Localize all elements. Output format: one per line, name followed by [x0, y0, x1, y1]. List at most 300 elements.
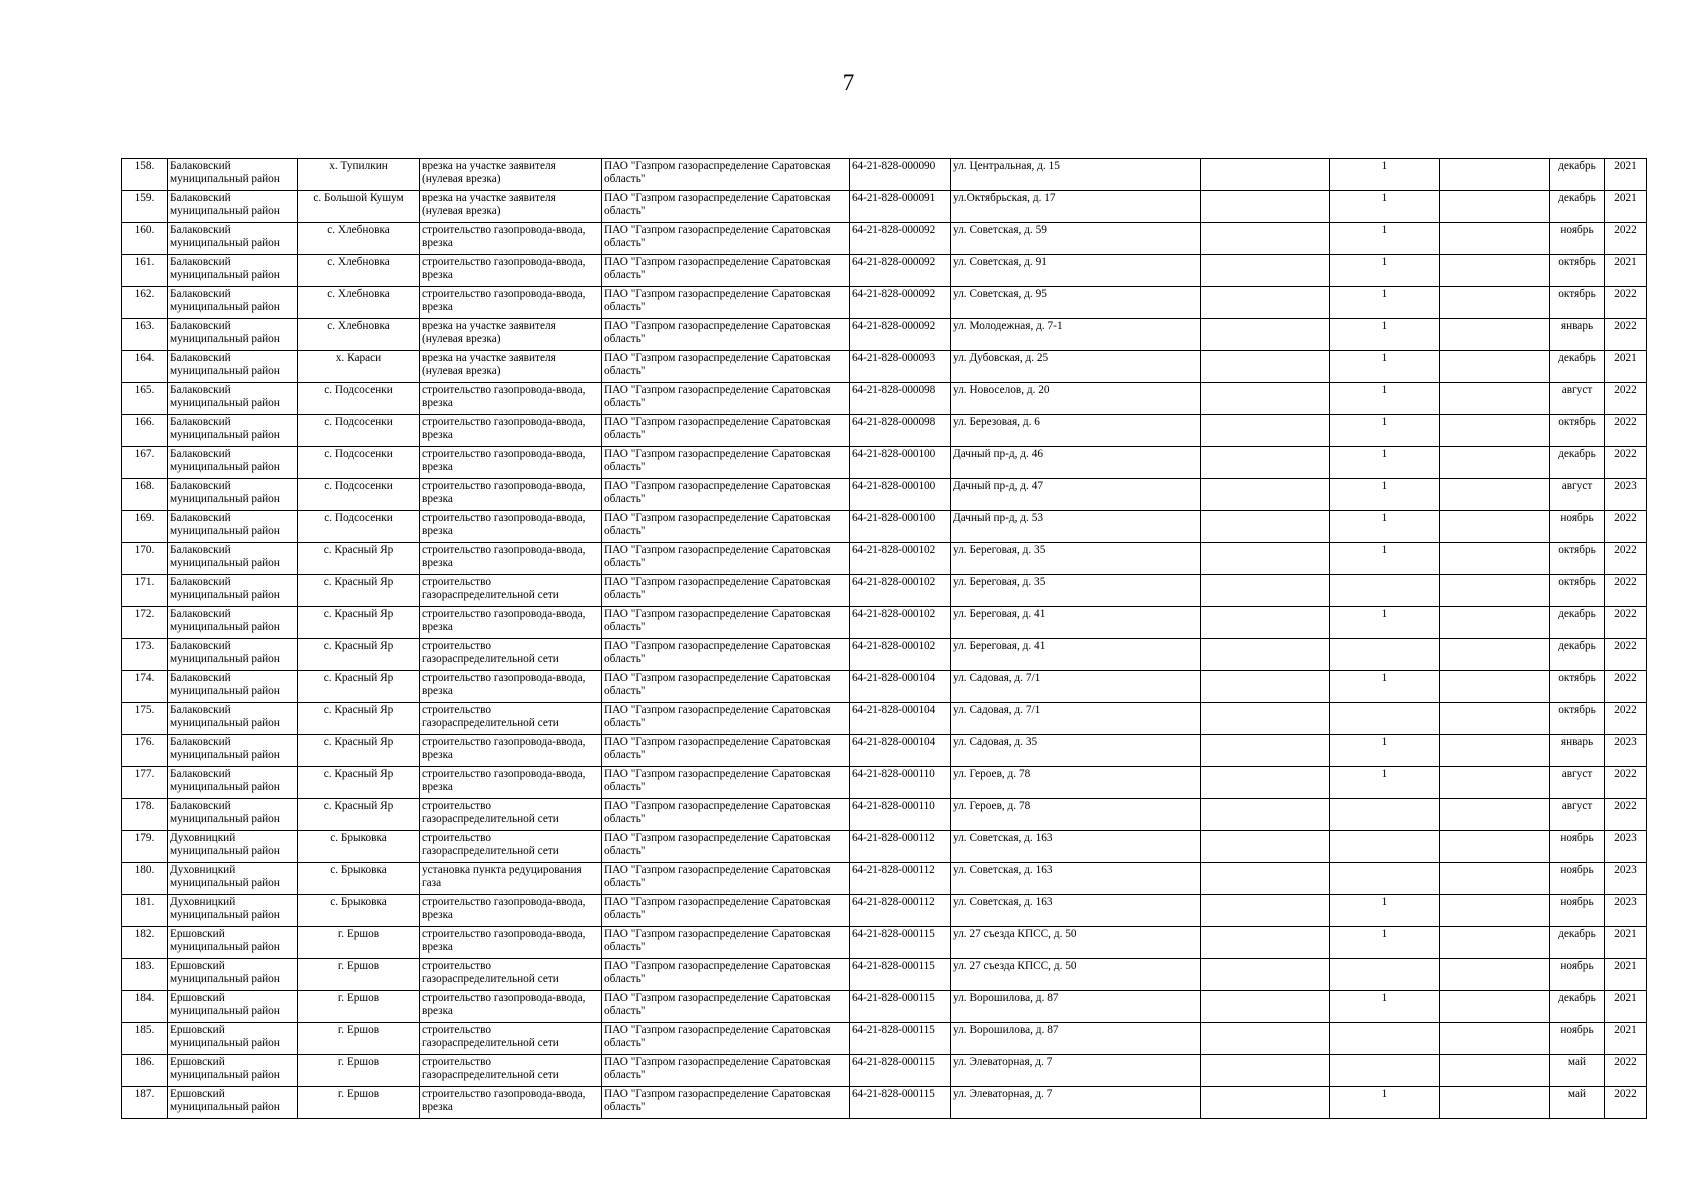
quantity-cell: 1 [1330, 319, 1440, 351]
locality-cell: с. Красный Яр [298, 703, 420, 735]
quantity-cell: 1 [1330, 991, 1440, 1023]
quantity-cell: 1 [1330, 927, 1440, 959]
table-row [122, 959, 1647, 991]
row-number: 170. [122, 543, 168, 575]
district-cell: Ершовский муниципальный район [168, 959, 298, 991]
empty-cell [1440, 191, 1550, 223]
locality-cell: с. Хлебновка [298, 223, 420, 255]
object-code-cell: 64-21-828-000115 [850, 1055, 951, 1087]
work-type-cell: строительство газопровода-ввода, врезка [420, 1087, 602, 1119]
quantity-cell [1330, 831, 1440, 863]
organization-cell: ПАО "Газпром газораспределение Саратовская область" [602, 159, 850, 191]
year-cell: 2022 [1605, 607, 1647, 639]
work-type-cell: врезка на участке заявителя (нулевая врезка) [420, 351, 602, 383]
address-cell: ул. Ворошилова, д. 87 [951, 991, 1201, 1023]
address-cell: ул. Садовая, д. 7/1 [951, 703, 1201, 735]
locality-cell: с. Красный Яр [298, 799, 420, 831]
empty-cell [1201, 991, 1330, 1023]
empty-cell [1201, 383, 1330, 415]
month-cell: ноябрь [1550, 895, 1605, 927]
object-code-cell: 64-21-828-000110 [850, 767, 951, 799]
object-code-cell: 64-21-828-000112 [850, 831, 951, 863]
quantity-cell: 1 [1330, 447, 1440, 479]
work-type-cell: врезка на участке заявителя (нулевая врезка) [420, 191, 602, 223]
year-cell: 2022 [1605, 447, 1647, 479]
table-row [122, 415, 1647, 447]
district-cell: Балаковский муниципальный район [168, 415, 298, 447]
district-cell: Балаковский муниципальный район [168, 767, 298, 799]
empty-cell [1440, 479, 1550, 511]
quantity-cell [1330, 1023, 1440, 1055]
object-code-cell: 64-21-828-000100 [850, 511, 951, 543]
year-cell: 2022 [1605, 543, 1647, 575]
month-cell: декабрь [1550, 191, 1605, 223]
empty-cell [1440, 319, 1550, 351]
empty-cell [1201, 703, 1330, 735]
organization-cell: ПАО "Газпром газораспределение Саратовская область" [602, 735, 850, 767]
empty-cell [1201, 959, 1330, 991]
empty-cell [1440, 415, 1550, 447]
organization-cell: ПАО "Газпром газораспределение Саратовская область" [602, 767, 850, 799]
district-cell: Балаковский муниципальный район [168, 799, 298, 831]
address-cell: ул. Береговая, д. 41 [951, 607, 1201, 639]
table-row [122, 287, 1647, 319]
address-cell: ул. Советская, д. 163 [951, 831, 1201, 863]
year-cell: 2023 [1605, 831, 1647, 863]
month-cell: декабрь [1550, 607, 1605, 639]
organization-cell: ПАО "Газпром газораспределение Саратовская область" [602, 575, 850, 607]
registry-rows [122, 159, 1647, 1119]
table-row [122, 639, 1647, 671]
locality-cell: с. Подсосенки [298, 447, 420, 479]
district-cell: Балаковский муниципальный район [168, 255, 298, 287]
object-code-cell: 64-21-828-000102 [850, 639, 951, 671]
address-cell: Дачный пр-д, д. 47 [951, 479, 1201, 511]
locality-cell: г. Ершов [298, 1087, 420, 1119]
address-cell: ул. 27 съезда КПСС, д. 50 [951, 959, 1201, 991]
quantity-cell: 1 [1330, 1087, 1440, 1119]
empty-cell [1440, 703, 1550, 735]
month-cell: ноябрь [1550, 223, 1605, 255]
table-row [122, 863, 1647, 895]
row-number: 187. [122, 1087, 168, 1119]
object-code-cell: 64-21-828-000110 [850, 799, 951, 831]
district-cell: Духовницкий муниципальный район [168, 863, 298, 895]
locality-cell: с. Красный Яр [298, 671, 420, 703]
row-number: 176. [122, 735, 168, 767]
district-cell: Ершовский муниципальный район [168, 927, 298, 959]
quantity-cell [1330, 575, 1440, 607]
empty-cell [1201, 351, 1330, 383]
empty-cell [1201, 895, 1330, 927]
address-cell: ул. Садовая, д. 7/1 [951, 671, 1201, 703]
work-type-cell: строительство газопровода-ввода, врезка [420, 287, 602, 319]
table-row [122, 255, 1647, 287]
month-cell: ноябрь [1550, 1023, 1605, 1055]
locality-cell: с. Большой Кушум [298, 191, 420, 223]
organization-cell: ПАО "Газпром газораспределение Саратовская область" [602, 415, 850, 447]
organization-cell: ПАО "Газпром газораспределение Саратовская область" [602, 703, 850, 735]
address-cell: Дачный пр-д, д. 53 [951, 511, 1201, 543]
work-type-cell: строительство газопровода-ввода, врезка [420, 767, 602, 799]
row-number: 163. [122, 319, 168, 351]
organization-cell: ПАО "Газпром газораспределение Саратовская область" [602, 191, 850, 223]
object-code-cell: 64-21-828-000115 [850, 1087, 951, 1119]
month-cell: май [1550, 1055, 1605, 1087]
locality-cell: г. Ершов [298, 1055, 420, 1087]
locality-cell: г. Ершов [298, 991, 420, 1023]
address-cell: ул. Элеваторная, д. 7 [951, 1055, 1201, 1087]
work-type-cell: строительство газопровода-ввода, врезка [420, 671, 602, 703]
work-type-cell: строительство газопровода-ввода, врезка [420, 991, 602, 1023]
quantity-cell: 1 [1330, 607, 1440, 639]
locality-cell: с. Красный Яр [298, 767, 420, 799]
year-cell: 2022 [1605, 1055, 1647, 1087]
table-row [122, 383, 1647, 415]
object-code-cell: 64-21-828-000115 [850, 959, 951, 991]
work-type-cell: врезка на участке заявителя (нулевая врезка) [420, 319, 602, 351]
address-cell: ул. Центральная, д. 15 [951, 159, 1201, 191]
year-cell: 2022 [1605, 223, 1647, 255]
address-cell: ул. Советская, д. 163 [951, 863, 1201, 895]
quantity-cell: 1 [1330, 735, 1440, 767]
empty-cell [1440, 159, 1550, 191]
row-number: 184. [122, 991, 168, 1023]
organization-cell: ПАО "Газпром газораспределение Саратовская область" [602, 223, 850, 255]
empty-cell [1440, 543, 1550, 575]
table-row [122, 767, 1647, 799]
address-cell: ул. Советская, д. 91 [951, 255, 1201, 287]
object-code-cell: 64-21-828-000112 [850, 895, 951, 927]
address-cell: ул. 27 съезда КПСС, д. 50 [951, 927, 1201, 959]
table-row [122, 1055, 1647, 1087]
object-code-cell: 64-21-828-000102 [850, 575, 951, 607]
empty-cell [1440, 287, 1550, 319]
object-code-cell: 64-21-828-000092 [850, 255, 951, 287]
month-cell: октябрь [1550, 671, 1605, 703]
quantity-cell: 1 [1330, 159, 1440, 191]
row-number: 173. [122, 639, 168, 671]
year-cell: 2021 [1605, 927, 1647, 959]
row-number: 181. [122, 895, 168, 927]
row-number: 174. [122, 671, 168, 703]
month-cell: январь [1550, 735, 1605, 767]
locality-cell: с. Подсосенки [298, 383, 420, 415]
object-code-cell: 64-21-828-000093 [850, 351, 951, 383]
month-cell: декабрь [1550, 639, 1605, 671]
table-row [122, 671, 1647, 703]
work-type-cell: врезка на участке заявителя (нулевая врезка) [420, 159, 602, 191]
month-cell: август [1550, 383, 1605, 415]
object-code-cell: 64-21-828-000102 [850, 607, 951, 639]
locality-cell: с. Подсосенки [298, 511, 420, 543]
organization-cell: ПАО "Газпром газораспределение Саратовская область" [602, 1055, 850, 1087]
quantity-cell: 1 [1330, 223, 1440, 255]
quantity-cell: 1 [1330, 895, 1440, 927]
quantity-cell [1330, 799, 1440, 831]
organization-cell: ПАО "Газпром газораспределение Саратовская область" [602, 639, 850, 671]
object-code-cell: 64-21-828-000104 [850, 703, 951, 735]
work-type-cell: строительство газопровода-ввода, врезка [420, 255, 602, 287]
district-cell: Балаковский муниципальный район [168, 287, 298, 319]
object-code-cell: 64-21-828-000100 [850, 447, 951, 479]
empty-cell [1440, 799, 1550, 831]
district-cell: Балаковский муниципальный район [168, 223, 298, 255]
month-cell: октябрь [1550, 703, 1605, 735]
object-code-cell: 64-21-828-000102 [850, 543, 951, 575]
table-row [122, 191, 1647, 223]
locality-cell: с. Красный Яр [298, 639, 420, 671]
organization-cell: ПАО "Газпром газораспределение Саратовская область" [602, 511, 850, 543]
month-cell: октябрь [1550, 287, 1605, 319]
empty-cell [1201, 447, 1330, 479]
organization-cell: ПАО "Газпром газораспределение Саратовская область" [602, 671, 850, 703]
row-number: 178. [122, 799, 168, 831]
empty-cell [1440, 895, 1550, 927]
table-row [122, 607, 1647, 639]
district-cell: Балаковский муниципальный район [168, 447, 298, 479]
month-cell: декабрь [1550, 991, 1605, 1023]
year-cell: 2021 [1605, 351, 1647, 383]
work-type-cell: строительство газопровода-ввода, врезка [420, 383, 602, 415]
year-cell: 2021 [1605, 159, 1647, 191]
year-cell: 2022 [1605, 1087, 1647, 1119]
table-row [122, 895, 1647, 927]
quantity-cell: 1 [1330, 191, 1440, 223]
district-cell: Балаковский муниципальный район [168, 159, 298, 191]
locality-cell: г. Ершов [298, 959, 420, 991]
month-cell: октябрь [1550, 575, 1605, 607]
empty-cell [1201, 799, 1330, 831]
year-cell: 2022 [1605, 575, 1647, 607]
address-cell: Дачный пр-д, д. 46 [951, 447, 1201, 479]
year-cell: 2023 [1605, 895, 1647, 927]
address-cell: ул. Героев, д. 78 [951, 799, 1201, 831]
address-cell: ул. Ворошилова, д. 87 [951, 1023, 1201, 1055]
row-number: 166. [122, 415, 168, 447]
work-type-cell: строительство газопровода-ввода, врезка [420, 607, 602, 639]
empty-cell [1201, 479, 1330, 511]
work-type-cell: строительство газопровода-ввода, врезка [420, 223, 602, 255]
locality-cell: г. Ершов [298, 1023, 420, 1055]
quantity-cell [1330, 639, 1440, 671]
year-cell: 2022 [1605, 287, 1647, 319]
empty-cell [1201, 927, 1330, 959]
object-code-cell: 64-21-828-000112 [850, 863, 951, 895]
empty-cell [1201, 1023, 1330, 1055]
empty-cell [1201, 223, 1330, 255]
table-row [122, 703, 1647, 735]
year-cell: 2022 [1605, 671, 1647, 703]
table-row [122, 351, 1647, 383]
district-cell: Балаковский муниципальный район [168, 607, 298, 639]
object-code-cell: 64-21-828-000098 [850, 383, 951, 415]
table-row [122, 543, 1647, 575]
locality-cell: с. Хлебновка [298, 255, 420, 287]
empty-cell [1440, 447, 1550, 479]
row-number: 164. [122, 351, 168, 383]
work-type-cell: строительство газопровода-ввода, врезка [420, 447, 602, 479]
organization-cell: ПАО "Газпром газораспределение Саратовская область" [602, 447, 850, 479]
district-cell: Духовницкий муниципальный район [168, 831, 298, 863]
empty-cell [1440, 863, 1550, 895]
quantity-cell: 1 [1330, 511, 1440, 543]
row-number: 169. [122, 511, 168, 543]
row-number: 161. [122, 255, 168, 287]
empty-cell [1201, 767, 1330, 799]
empty-cell [1440, 959, 1550, 991]
quantity-cell [1330, 959, 1440, 991]
locality-cell: х. Караси [298, 351, 420, 383]
organization-cell: ПАО "Газпром газораспределение Саратовская область" [602, 383, 850, 415]
address-cell: ул. Садовая, д. 35 [951, 735, 1201, 767]
empty-cell [1440, 383, 1550, 415]
empty-cell [1440, 671, 1550, 703]
district-cell: Балаковский муниципальный район [168, 639, 298, 671]
organization-cell: ПАО "Газпром газораспределение Саратовская область" [602, 351, 850, 383]
locality-cell: с. Подсосенки [298, 415, 420, 447]
organization-cell: ПАО "Газпром газораспределение Саратовская область" [602, 319, 850, 351]
organization-cell: ПАО "Газпром газораспределение Саратовская область" [602, 607, 850, 639]
empty-cell [1440, 735, 1550, 767]
page-number: 7 [842, 70, 855, 95]
object-code-cell: 64-21-828-000091 [850, 191, 951, 223]
organization-cell: ПАО "Газпром газораспределение Саратовская область" [602, 479, 850, 511]
work-type-cell: строительство газопровода-ввода, врезка [420, 895, 602, 927]
empty-cell [1201, 319, 1330, 351]
row-number: 165. [122, 383, 168, 415]
empty-cell [1440, 1055, 1550, 1087]
empty-cell [1201, 287, 1330, 319]
row-number: 182. [122, 927, 168, 959]
month-cell: ноябрь [1550, 831, 1605, 863]
object-code-cell: 64-21-828-000092 [850, 287, 951, 319]
address-cell: ул. Советская, д. 163 [951, 895, 1201, 927]
organization-cell: ПАО "Газпром газораспределение Саратовская область" [602, 1023, 850, 1055]
empty-cell [1201, 863, 1330, 895]
district-cell: Балаковский муниципальный район [168, 671, 298, 703]
table-row [122, 735, 1647, 767]
organization-cell: ПАО "Газпром газораспределение Саратовская область" [602, 959, 850, 991]
empty-cell [1440, 767, 1550, 799]
empty-cell [1440, 351, 1550, 383]
address-cell: ул.Октябрьская, д. 17 [951, 191, 1201, 223]
year-cell: 2021 [1605, 959, 1647, 991]
row-number: 180. [122, 863, 168, 895]
work-type-cell: строительство газопровода-ввода, врезка [420, 735, 602, 767]
month-cell: декабрь [1550, 927, 1605, 959]
locality-cell: с. Красный Яр [298, 607, 420, 639]
year-cell: 2022 [1605, 319, 1647, 351]
month-cell: ноябрь [1550, 511, 1605, 543]
address-cell: ул. Советская, д. 59 [951, 223, 1201, 255]
organization-cell: ПАО "Газпром газораспределение Саратовская область" [602, 543, 850, 575]
month-cell: ноябрь [1550, 959, 1605, 991]
address-cell: ул. Береговая, д. 35 [951, 543, 1201, 575]
row-number: 162. [122, 287, 168, 319]
empty-cell [1201, 639, 1330, 671]
address-cell: ул. Элеваторная, д. 7 [951, 1087, 1201, 1119]
row-number: 171. [122, 575, 168, 607]
year-cell: 2022 [1605, 383, 1647, 415]
work-type-cell: строительство газопровода-ввода, врезка [420, 543, 602, 575]
year-cell: 2022 [1605, 511, 1647, 543]
quantity-cell: 1 [1330, 767, 1440, 799]
locality-cell: с. Хлебновка [298, 319, 420, 351]
empty-cell [1440, 1087, 1550, 1119]
work-type-cell: строительство газораспределительной сети [420, 831, 602, 863]
object-code-cell: 64-21-828-000100 [850, 479, 951, 511]
empty-cell [1201, 543, 1330, 575]
table-row [122, 1023, 1647, 1055]
month-cell: январь [1550, 319, 1605, 351]
object-code-cell: 64-21-828-000098 [850, 415, 951, 447]
row-number: 167. [122, 447, 168, 479]
locality-cell: с. Хлебновка [298, 287, 420, 319]
district-cell: Духовницкий муниципальный район [168, 895, 298, 927]
district-cell: Балаковский муниципальный район [168, 703, 298, 735]
organization-cell: ПАО "Газпром газораспределение Саратовская область" [602, 863, 850, 895]
table-row [122, 319, 1647, 351]
table-row [122, 927, 1647, 959]
quantity-cell: 1 [1330, 255, 1440, 287]
year-cell: 2022 [1605, 639, 1647, 671]
month-cell: октябрь [1550, 255, 1605, 287]
work-type-cell: строительство газопровода-ввода, врезка [420, 415, 602, 447]
registry-table [121, 158, 1647, 1119]
year-cell: 2023 [1605, 735, 1647, 767]
year-cell: 2023 [1605, 863, 1647, 895]
work-type-cell: строительство газопровода-ввода, врезка [420, 479, 602, 511]
address-cell: ул. Новоселов, д. 20 [951, 383, 1201, 415]
district-cell: Балаковский муниципальный район [168, 319, 298, 351]
empty-cell [1440, 639, 1550, 671]
empty-cell [1201, 607, 1330, 639]
table-row [122, 223, 1647, 255]
empty-cell [1201, 191, 1330, 223]
work-type-cell: строительство газораспределительной сети [420, 1023, 602, 1055]
district-cell: Балаковский муниципальный район [168, 543, 298, 575]
year-cell: 2021 [1605, 991, 1647, 1023]
locality-cell: с. Брыковка [298, 895, 420, 927]
district-cell: Ершовский муниципальный район [168, 991, 298, 1023]
quantity-cell: 1 [1330, 479, 1440, 511]
quantity-cell: 1 [1330, 543, 1440, 575]
organization-cell: ПАО "Газпром газораспределение Саратовская область" [602, 831, 850, 863]
district-cell: Ершовский муниципальный район [168, 1023, 298, 1055]
object-code-cell: 64-21-828-000090 [850, 159, 951, 191]
table-row [122, 575, 1647, 607]
object-code-cell: 64-21-828-000104 [850, 735, 951, 767]
district-cell: Ершовский муниципальный район [168, 1087, 298, 1119]
work-type-cell: строительство газопровода-ввода, врезка [420, 927, 602, 959]
table-row [122, 831, 1647, 863]
organization-cell: ПАО "Газпром газораспределение Саратовская область" [602, 799, 850, 831]
object-code-cell: 64-21-828-000104 [850, 671, 951, 703]
month-cell: август [1550, 479, 1605, 511]
organization-cell: ПАО "Газпром газораспределение Саратовская область" [602, 927, 850, 959]
empty-cell [1201, 575, 1330, 607]
empty-cell [1201, 511, 1330, 543]
table-row [122, 479, 1647, 511]
year-cell: 2021 [1605, 191, 1647, 223]
empty-cell [1201, 1087, 1330, 1119]
empty-cell [1201, 831, 1330, 863]
object-code-cell: 64-21-828-000115 [850, 991, 951, 1023]
empty-cell [1201, 255, 1330, 287]
quantity-cell: 1 [1330, 415, 1440, 447]
year-cell: 2021 [1605, 1023, 1647, 1055]
